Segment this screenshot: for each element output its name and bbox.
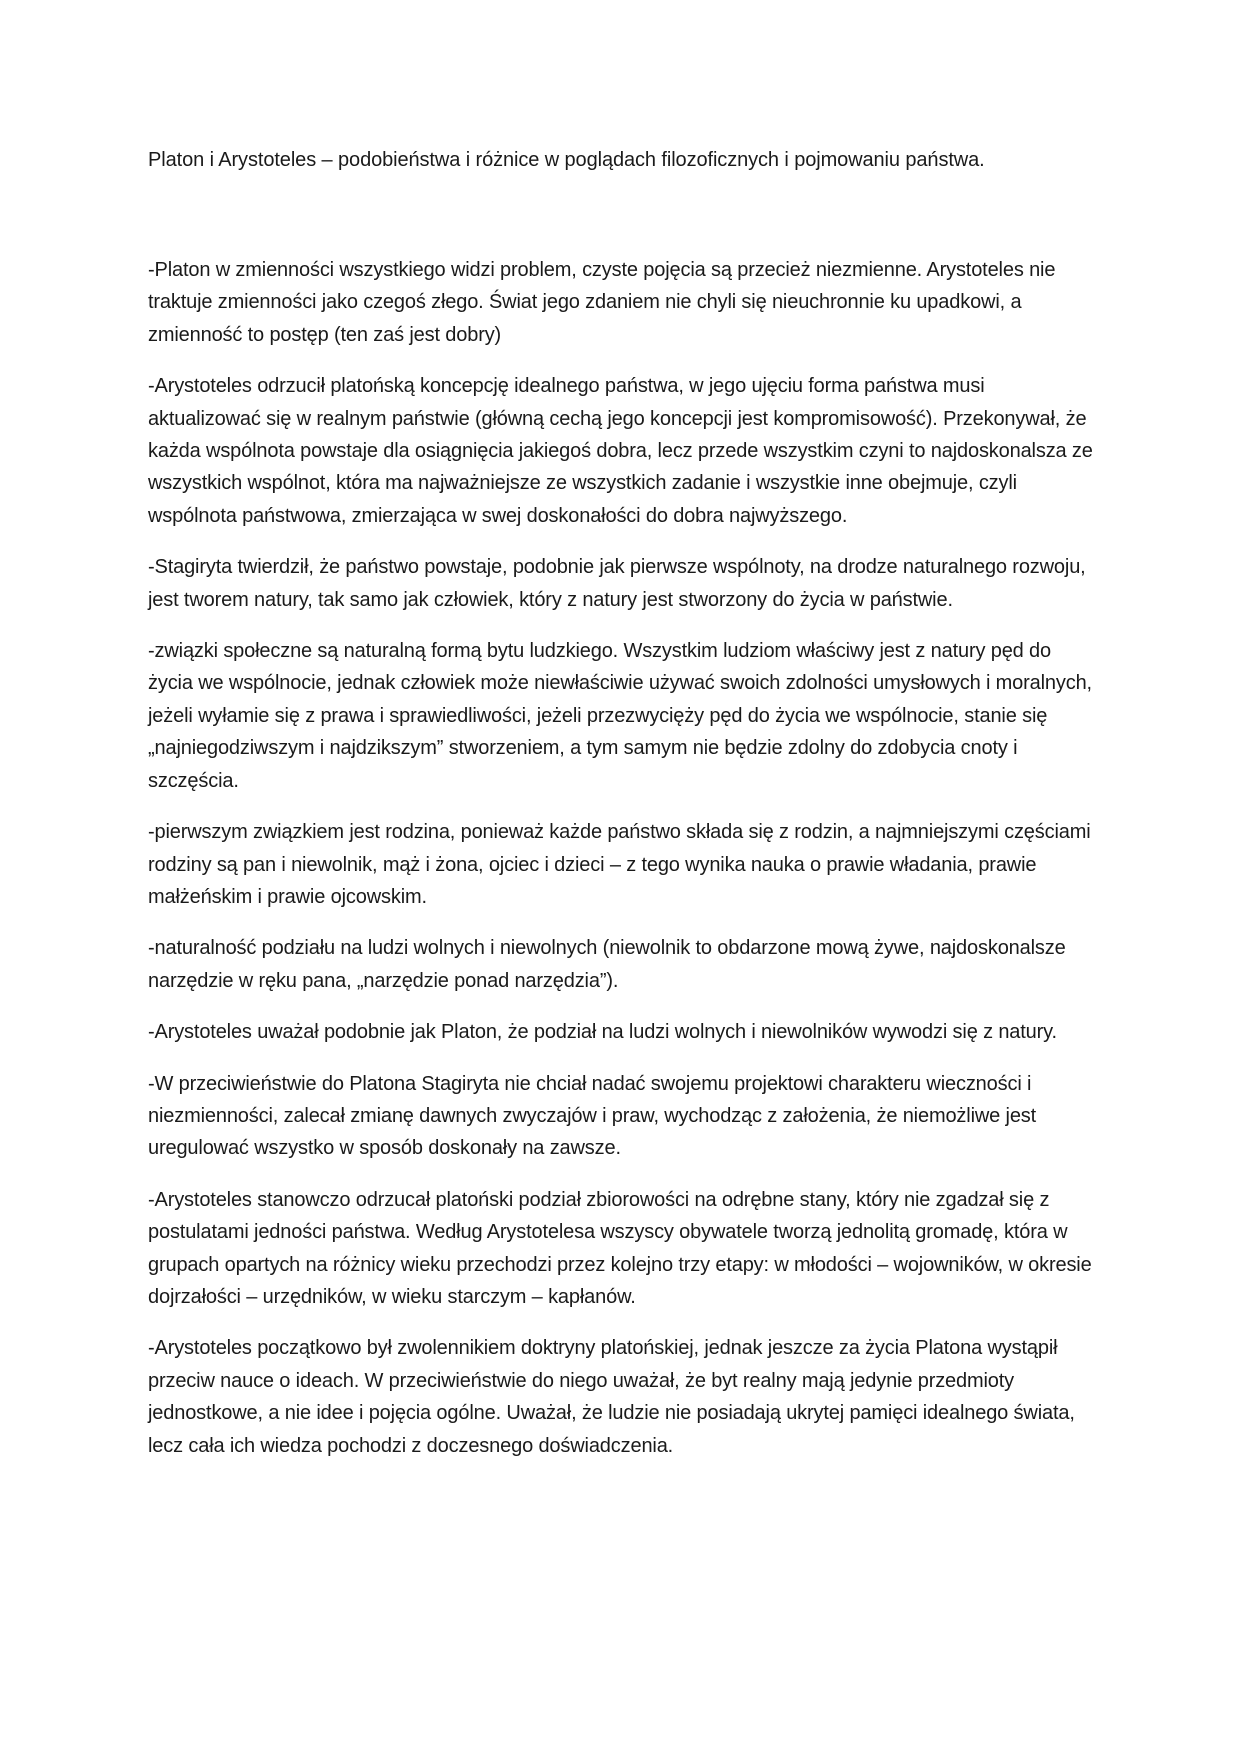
paragraph-2: -Arystoteles odrzucił platońską koncepcję idealnego państwa, w jego ujęciu forma państwa musi aktualizować się w realnym państwie (główną cechą jego koncepcji jest kompromisowość). Przekonywał, że każda wspólnota powstaje dla osiągnięcia jakiegoś dobra, lecz przede wszystkim czyni to najdoskonalsza ze wszystkich wspólnot, która ma najważniejsze ze wszystkich zadanie i wszystkie inne obejmuje, czyli wspólnota państwowa, zmierzająca w swej doskonałości do dobra najwyższego. <box>148 375 1093 527</box>
paragraph-3: -Stagiryta twierdził, że państwo powstaje, podobnie jak pierwsze wspólnoty, na drodze naturalnego rozwoju, jest tworem natury, tak samo jak człowiek, który z natury jest stworzony do życia w państwie. <box>148 556 1086 611</box>
paragraph-9: -Arystoteles stanowczo odrzucał platoński podział zbiorowości na odrębne stany, który nie zgadzał się z postulatami jedności państwa. Według Arystotelesa wszyscy obywatele tworzą jednolitą gromadę, która w grupach opartych na różnicy wieku przechodzi przez kolejno trzy etapy: w młodości – wojowników, w okresie dojrzałości – urzędników, w wieku starczym – kapłanów. <box>148 1188 1092 1308</box>
paragraph-8: -W przeciwieństwie do Platona Stagiryta nie chciał nadać swojemu projektowi charakteru wieczności i niezmienności, zalecał zmianę dawnych zwyczajów i praw, wychodząc z założenia, że niemożliwe jest uregulować wszystko w sposób doskonały na zawsze. <box>148 1072 1037 1160</box>
paragraph-6: -naturalność podziału na ludzi wolnych i niewolnych (niewolnik to obdarzone mową żywe, najdoskonalsze narzędzie w ręku pana, „narzędzie ponad narzędzia”). <box>148 937 1066 992</box>
paragraph-7: -Arystoteles uważał podobnie jak Platon, że podział na ludzi wolnych i niewolników wywodzi się z natury. <box>148 1021 1057 1044</box>
paragraph-list <box>148 254 1094 1462</box>
document-title: Platon i Arystoteles – podobieństwa i różnice w poglądach filozoficznych i pojmowaniu państwa. <box>148 149 985 171</box>
paragraph-5: -pierwszym związkiem jest rodzina, ponieważ każde państwo składa się z rodzin, a najmniejszymi częściami rodziny są pan i niewolnik, mąż i żona, ojciec i dzieci – z tego wynika nauka o prawie władania, prawie małżeńskim i prawie ojcowskim. <box>148 821 1091 908</box>
document-body <box>148 144 1094 1481</box>
paragraph-10: -Arystoteles początkowo był zwolennikiem doktryny platońskiej, jednak jeszcze za życia Platona wystąpił przeciw nauce o ideach. W przeciwieństwie do niego uważał, że byt realny mają jedynie przedmioty jednostkowe, a nie idee i pojęcia ogólne. Uważał, że ludzie nie posiadają ukrytej pamięci idealnego świata, lecz cała ich wiedza pochodzi z doczesnego doświadczenia. <box>148 1337 1075 1457</box>
paragraph-1: -Platon w zmienności wszystkiego widzi problem, czyste pojęcia są przecież niezmienne. Arystoteles nie traktuje zmienności jako czegoś złego. Świat jego zdaniem nie chyli się nieuchronnie ku upadkowi, a zmienność to postęp (ten zaś jest dobry) <box>148 259 1056 346</box>
paragraph-4: -związki społeczne są naturalną formą bytu ludzkiego. Wszystkim ludziom właściwy jest z natury pęd do życia we wspólnocie, jednak człowiek może niewłaściwie używać swoich zdolności umysłowych i moralnych, jeżeli wyłamie się z prawa i sprawiedliwości, jeżeli przezwycięży pęd do życia we wspólnocie, stanie się „najniegodziwszym i najdzikszym” stworzeniem, a tym samym nie będzie zdolny do zdobycia cnoty i szczęścia. <box>148 640 1092 792</box>
